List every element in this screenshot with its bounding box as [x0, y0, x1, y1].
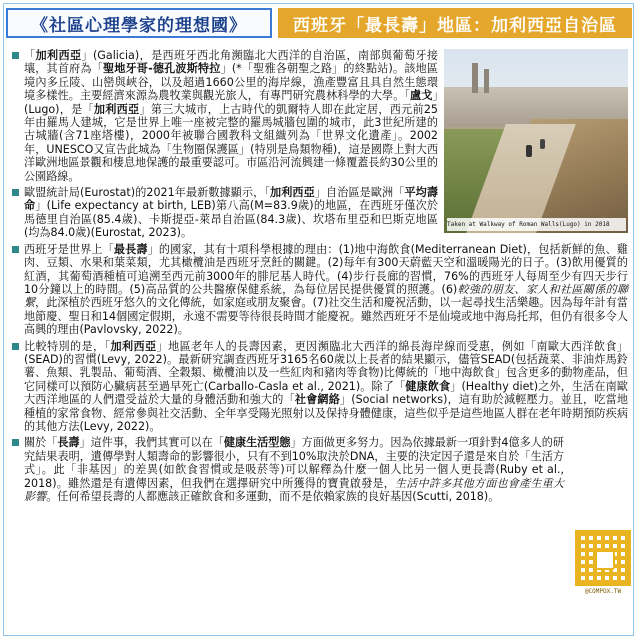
- qr-handle: @COMPOX.TW: [584, 588, 622, 595]
- bullet-square-icon: [12, 343, 19, 350]
- series-title: 《社區心理學家的理想國》: [6, 8, 272, 38]
- qr-code-block[interactable]: [575, 530, 631, 595]
- photo-cathedral-spire: [472, 63, 478, 93]
- article-body: [12, 49, 628, 506]
- bullet-square-icon: [12, 439, 19, 446]
- photo-caption: Taken at Walkway of Roman Walls(Lugo) in 2018: [447, 218, 626, 231]
- header: [6, 6, 632, 40]
- photo-cathedral-spire: [484, 69, 489, 93]
- paragraph-spain-reasons: 西班牙是世界上「最長壽」的國家，其有十項科學根據的理由：(1)地中海飲食(Mediterranean Diet)，包括新鮮的魚、雞肉、豆類、水果和葉菜類，尤其橄欖油是西班牙烹飪的關鍵。(2)每年有300天蔚藍天空和溫暖陽光的日子。(3)飲用優質的紅酒，其葡萄酒種植可追溯至西元前3000年的腓尼基人時代。(4)步行長廊的習慣，76%的西班牙人每周至少有四天步行10分鐘以上的時間。(5)高品質的公共醫療保健系統，為每位居民提供優質的照護。(6)較強的朋友、家人和社區關係的聯繫，此深植於西班牙悠久的文化傳統，如家庭或朋友聚會。(7)社交生活和慶祝活動，以一起尋找生活樂趣。因為每年計有當地節慶、聖日和14個國定假期，永遠不需要等待很長時間才能慶祝。雖然西班牙不是仙境或地中海烏托邦，但仍有很多令人高興的理由(Pavlovsky, 2022)。: [12, 243, 628, 337]
- article-title: 西班牙「最長壽」地區：加利西亞自治區: [278, 8, 632, 38]
- qr-code-icon[interactable]: [575, 530, 631, 586]
- bullet-square-icon: [12, 52, 19, 59]
- photo-walker: [526, 145, 532, 157]
- paragraph-lifestyle: 關於「長壽」這件事，我們其實可以在「健康生活型態」方面做更多努力。因為依據最新一項針對4億多人的研究結果表明，遺傳學對人類壽命的影響很小，只有不到10%取決於DNA，主要的決定因子還是來自於「生活方式」。此「非基因」的差異(如飲食習慣或是吸菸等)可以解釋為什麼一個人比另一個人更長壽(Ruby et al., 2018)。雖然還是有遺傳因素，但我們在選擇研究中所獲得的寶貴啟發是，生活中許多其他方面也會產生重大影響。任何希望長壽的人都應該正確飲食和多運動，而不是依賴家族的良好基因(Scutti, 2018)。: [12, 436, 628, 503]
- paragraph-eurostat: 歐盟統計局(Eurostat)的2021年最新數據顯示，「加利西亞」自治區是歐洲「平均壽命」(Life expectancy at birth, LEB)第八高(M=83.9歲)的地區，在西班牙僅次於馬德里自治區(85.4歲)、卡斯提亞-萊昂自治區(84.3歲)、坎塔布里亞和巴斯克地區(均為84.0歲)(Eurostat, 2023)。: [12, 186, 628, 240]
- bullet-square-icon: [12, 189, 19, 196]
- bullet-square-icon: [12, 246, 19, 253]
- paragraph-galicia-intro: Taken at Walkway of Roman Walls(Lugo) in 2018 「加利西亞」(Galicia)，是西班牙西北角瀕臨北大西洋的自治區，南部與葡萄牙接壤，其首府為「聖地牙哥-德孔波斯特拉」(*「聖雅各朝聖之路」的終點站)。該地區境內多丘陵、山巒與峽谷，以及超過1660公里的海岸線，漁產豐富且具自然生態環境多樣性。主要經濟來源為農牧業與觀光旅人，有專門研究農林科學的大學。「盧戈」(Lugo)，是「加利西亞」第三大城市，上古時代的凱爾特人即在此定居，西元前25年由羅馬人建城，它是世界上唯一座被完整的羅馬城牆包圍的城市，此3世紀所建的古城牆(含71座塔樓)，2000年被聯合國教科文組織列為「世界文化遺產」。2002年，UNESCO又宣告此城為「生物圈保護區」(特別是鳥類物種)，這是國際上對大西洋歐洲地區景觀和棲息地保護的最重要認可。市區沿河流興建一條覆蓋長約30公里的公園路線。: [12, 49, 628, 183]
- photo-walker: [540, 139, 545, 149]
- paragraph-sead: 比較特別的是，「加利西亞」地區老年人的長壽因素，更因瀕臨北大西洋的綿長海岸線而受惠，例如「南歐大西洋飲食」(SEAD)的習慣(Levy, 2022)。最新研究調查西班牙3165名60歲以上長者的結果顯示，儘管SEAD(包括蔬菜、非油炸馬鈴薯、魚類、乳製品、葡萄酒、全穀類、橄欖油以及一些紅肉和豬肉等食物)比傳統的「地中海飲食」包含更多的動物產品，但它同樣可以預防心臟病甚至過早死亡(Carballo-Casla et al., 2021)。除了「健康飲食」(Healthy diet)之外，生活在南歐大西洋地區的人們還受益於大量的身體活動和強大的「社會網絡」(Social networks)，這有助於減輕壓力。並且，吃當地種植的家常食物、經常參與社交活動、全年享受陽光照射以及保持身體健康，這些似乎是這些地區人群在老年時期預防疾病的其他方法(Levy, 2022)。: [12, 340, 628, 434]
